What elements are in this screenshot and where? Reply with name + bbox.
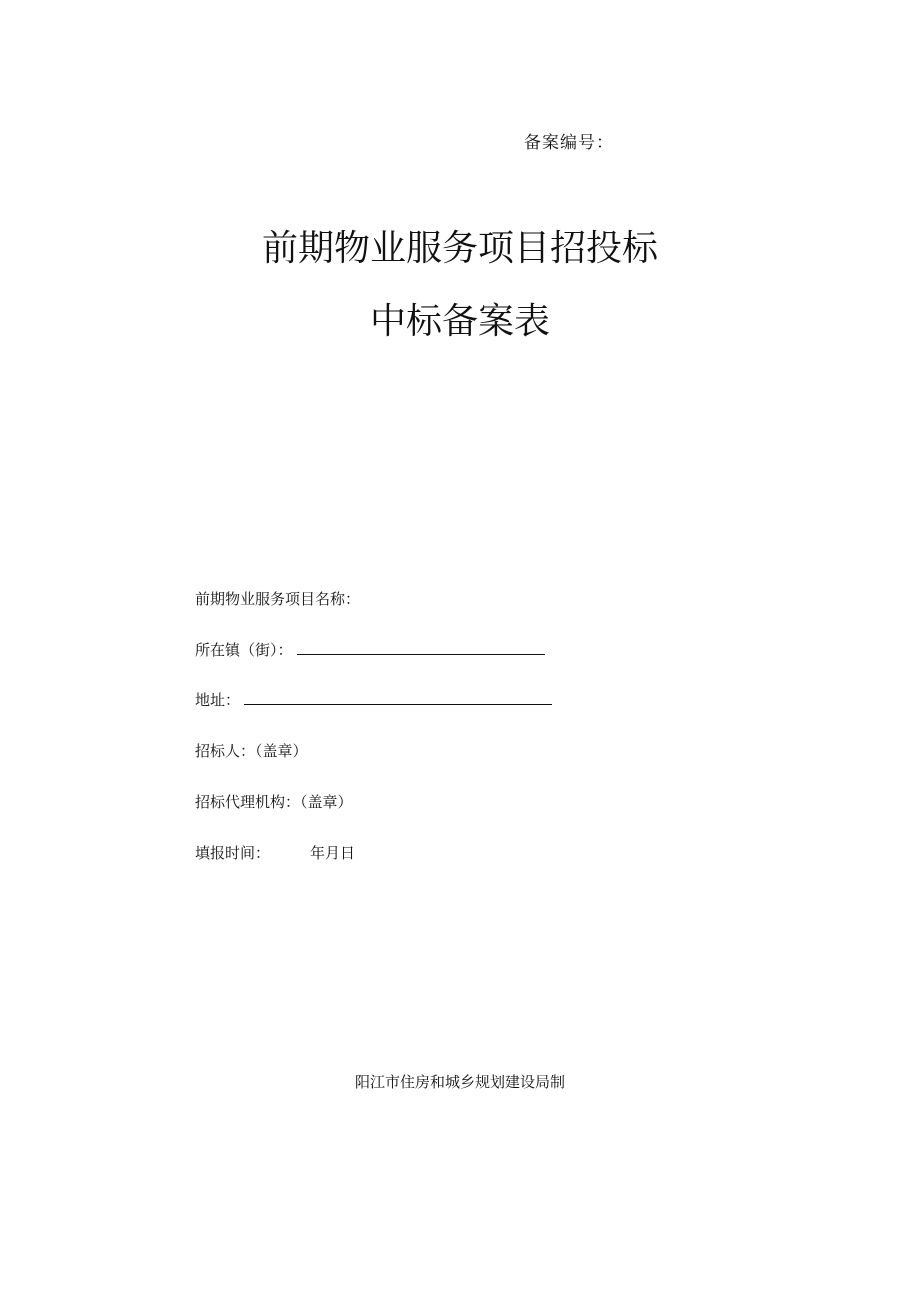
project-name-label: 前期物业服务项目名称：	[195, 590, 361, 608]
town-blank-line[interactable]	[297, 640, 545, 655]
agency-field	[195, 792, 353, 812]
issuer-footer: 阳江市住房和城乡规划建设局制	[354, 1073, 565, 1091]
address-blank-line[interactable]	[244, 690, 552, 705]
town-field	[195, 640, 545, 660]
project-name-field	[195, 589, 360, 609]
town-label: 所在镇（街）：	[195, 641, 293, 659]
address-label: 地址：	[195, 691, 241, 709]
address-field	[195, 690, 552, 710]
agency-label: 招标代理机构：（盖章）	[195, 793, 353, 811]
tenderer-label: 招标人：（盖章）	[195, 742, 308, 760]
fill-time-date: 年月日	[310, 844, 356, 862]
fill-time-field	[195, 843, 355, 863]
form-title-line-1: 前期物业服务项目招投标	[261, 228, 658, 269]
fill-time-label: 填报时间：	[195, 844, 271, 862]
form-title-line-2: 中标备案表	[369, 301, 550, 342]
record-number-label: 备案编号：	[524, 133, 614, 153]
tenderer-field	[195, 741, 308, 761]
